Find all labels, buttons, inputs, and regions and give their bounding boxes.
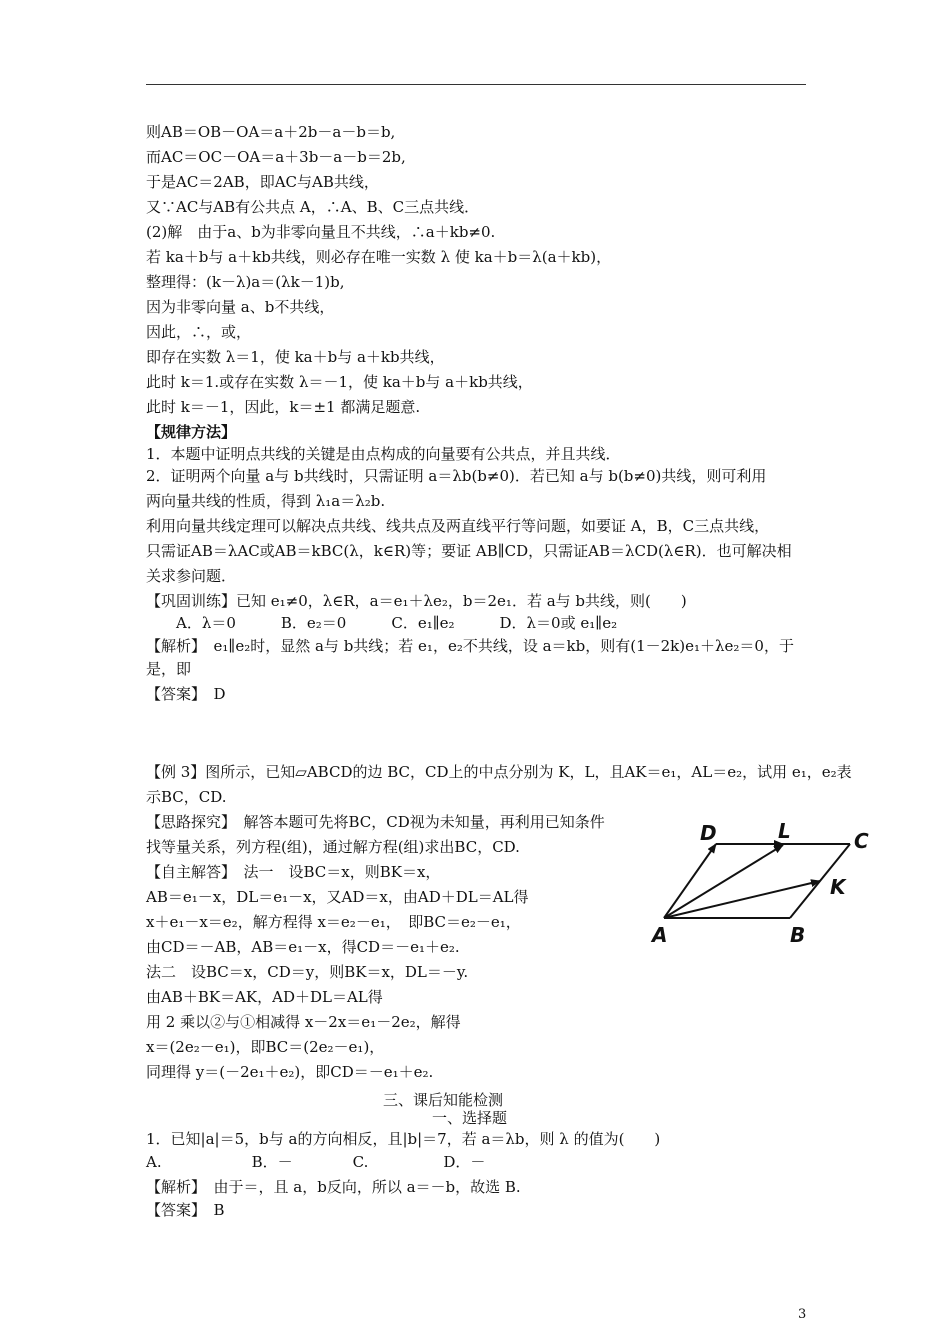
text-line: 1．本题中证明点共线的关键是由点构成的向量要有公共点，并且共线．: [146, 445, 621, 463]
text-line: 于是AC＝2AB，即AC与AB共线，: [146, 173, 379, 191]
practice-question: 【巩固训练】已知 e₁≠0，λ∈R，a＝e₁＋λe₂，b＝2e₁．若 a与 b共线，则( ): [146, 592, 687, 610]
text-line: 【自主解答】 法一 设BC＝x，则BK＝x，: [146, 863, 441, 881]
example-3-line: 示BC，CD.: [146, 788, 227, 806]
header-rule: [146, 84, 806, 85]
text-line: (2)解 由于a、b为非零向量且不共线，∴a＋kb≠0.: [146, 223, 496, 241]
sub-title: 一、选择题: [432, 1109, 508, 1127]
text-line: 整理得：(k－λ)a＝(λk－1)b,: [146, 273, 345, 291]
text-line: 而AC＝OC－OA＝a＋3b－a－b＝2b,: [146, 148, 406, 166]
analysis-line: 【解析】 由于＝，且 a，b反向，所以 a＝－b，故选 B.: [146, 1178, 521, 1196]
label-D: D: [700, 821, 717, 845]
text-line: 此时 k＝－1，因此，k＝±1 都满足题意.: [146, 398, 421, 416]
text-line: 因此，∴，或，: [146, 323, 252, 341]
text-line: 关求参问题．: [146, 567, 237, 585]
answer-line: 【答案】 B: [146, 1201, 225, 1219]
practice-options: A．λ＝0 B．e₂＝0 C．e₁∥e₂ D．λ＝0或 e₁∥e₂: [146, 614, 618, 632]
question-1-options: A. B．－ C. D．－: [146, 1153, 486, 1171]
section-title: 三、课后知能检测: [383, 1091, 504, 1109]
vector-AK: [664, 881, 820, 918]
text-line: 此时 k＝1.或存在实数 λ＝－1，使 ka＋b与 a＋kb共线，: [146, 373, 533, 391]
label-L: L: [778, 819, 791, 843]
analysis-line: 【解析】 e₁∥e₂时，显然 a与 b共线；若 e₁，e₂不共线，设 a＝kb，则有(1－2k)e₁＋λe₂＝0，于: [146, 637, 794, 655]
label-K: K: [830, 875, 846, 899]
text-line: 又∵AC与AB有公共点 A，∴A、B、C三点共线．: [146, 198, 480, 216]
text-line: 利用向量共线定理可以解决点共线、线共点及两直线平行等问题，如要证 A，B，C三点共线，: [146, 517, 770, 535]
text-line: 同理得 y＝(－2e₁＋e₂)，即CD＝－e₁＋e₂.: [146, 1063, 434, 1081]
question-1: 1．已知|a|＝5，b与 a的方向相反，且|b|＝7，若 a＝λb，则 λ 的值为( ): [146, 1130, 661, 1148]
text-line: 若 ka＋b与 a＋kb共线，则必存在唯一实数 λ 使 ka＋b＝λ(a＋kb)，: [146, 248, 612, 266]
heading-rule-method: 【规律方法】: [146, 423, 237, 441]
text-line: 即存在实数 λ＝1，使 ka＋b与 a＋kb共线，: [146, 348, 445, 366]
text-line: 因为非零向量 a、b不共线，: [146, 298, 335, 316]
text-line: 由CD＝－AB，AB＝e₁－x，得CD＝－e₁＋e₂.: [146, 938, 460, 956]
text-line: 由AB＋BK＝AK，AD＋DL＝AL得: [146, 988, 383, 1006]
label-C: C: [854, 829, 869, 853]
text-line: x＋e₁－x＝e₂，解方程得 x＝e₂－e₁， 即BC＝e₂－e₁，: [146, 913, 521, 931]
parallelogram-figure: [650, 818, 880, 948]
text-line: 只需证AB＝λAC或AB＝kBC(λ，k∈R)等；要证 AB∥CD，只需证AB＝λCD(λ∈R)．也可解决相: [146, 542, 792, 560]
text-line: x＝(2e₂－e₁)，即BC＝(2e₂－e₁)，: [146, 1038, 385, 1056]
text-line: 则AB＝OB－OA＝a＋2b－a－b＝b,: [146, 123, 396, 141]
text-line: 用 2 乘以②与①相减得 x－2x＝e₁－2e₂，解得: [146, 1013, 461, 1031]
label-B: B: [790, 923, 806, 947]
text-line: 找等量关系，列方程(组)，通过解方程(组)求出BC，CD.: [146, 838, 520, 856]
label-A: A: [652, 923, 668, 947]
text-line: 2．证明两个向量 a与 b共线时，只需证明 a＝λb(b≠0)．若已知 a与 b(b≠0)共线，则可利用: [146, 467, 767, 485]
text-line: 法二 设BC＝x，CD＝y，则BK＝x，DL＝－y.: [146, 963, 469, 981]
answer-line: 【答案】 D: [146, 685, 226, 703]
text-line: AB＝e₁－x，DL＝e₁－x，又AD＝x，由AD＋DL＝AL得: [146, 888, 529, 906]
page-number: 3: [798, 1307, 807, 1322]
example-3-line: 【例 3】图所示，已知▱ABCD的边 BC，CD上的中点分别为 K，L，且AK＝e₁，AL＝e₂，试用 e₁，e₂表: [146, 763, 852, 781]
text-line: 【思路探究】 解答本题可先将BC，CD视为未知量，再利用已知条件: [146, 813, 605, 831]
vector-AL: [664, 845, 783, 918]
analysis-line: 是，即: [146, 660, 192, 678]
text-line: 两向量共线的性质，得到 λ₁a＝λ₂b.: [146, 492, 386, 510]
